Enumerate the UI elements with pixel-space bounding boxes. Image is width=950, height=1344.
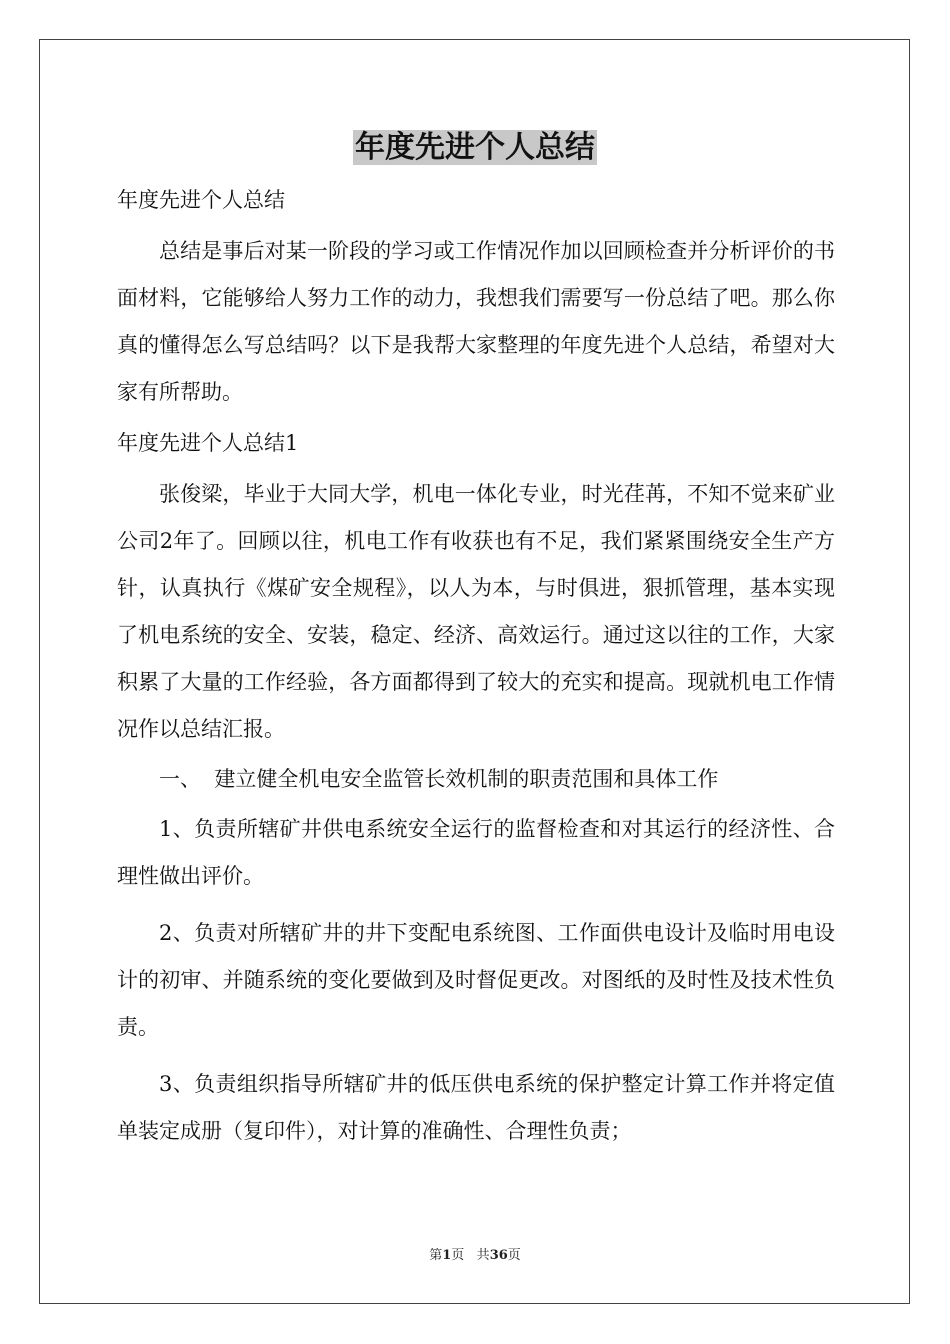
document-title xyxy=(0,128,950,168)
intro-paragraph: 总结是事后对某一阶段的学习或工作情况作加以回顾检查并分析评价的书面材料，它能够给人努力工作的动力，我想我们需要写一份总结了吧。那么你真的懂得怎么写总结吗？以下是我帮大家整理的年度先进个人总结，希望对大家有所帮助。 xyxy=(117,239,835,404)
page-total: 36 xyxy=(489,1248,508,1263)
part-one-heading: 一、 建立健全机电安全监管长效机制的职责范围和具体工作 xyxy=(159,767,719,791)
page-number: 1 xyxy=(442,1248,452,1263)
section-paragraph: 张俊梁，毕业于大同大学，机电一体化专业，时光荏苒，不知不觉来矿业公司2年了。回顾以往，机电工作有收获也有不足，我们紧紧围绕安全生产方针，认真执行《煤矿安全规程》，以人为本，与时俱进，狠抓管理，基本实现了机电系统的安全、安装，稳定、经济、高效运行。通过这以往的工作，大家积累了大量的工作经验，各方面都得到了较大的充实和提高。现就机电工作情况作以总结汇报。 xyxy=(117,482,835,741)
list-item: 3、负责组织指导所辖矿井的低压供电系统的保护整定计算工作并将定值单装定成册（复印件），对计算的准确性、合理性负责； xyxy=(117,1072,835,1143)
list-item: 1、负责所辖矿井供电系统安全运行的监督检查和对其运行的经济性、合理性做出评价。 xyxy=(117,817,835,888)
document-title-text: 年度先进个人总结 xyxy=(355,130,595,165)
page-prefix: 第 xyxy=(429,1248,443,1263)
document-body xyxy=(117,176,835,1165)
total-prefix: 共 xyxy=(476,1248,490,1263)
page-footer xyxy=(0,1247,950,1265)
total-unit: 页 xyxy=(507,1248,521,1263)
section-heading: 年度先进个人总结1 xyxy=(117,431,299,455)
document-subtitle: 年度先进个人总结 xyxy=(117,188,285,212)
page-unit: 页 xyxy=(451,1248,465,1263)
list-item: 2、负责对所辖矿井的井下变配电系统图、工作面供电设计及临时用电设计的初审、并随系统的变化要做到及时督促更改。对图纸的及时性及技术性负责。 xyxy=(117,921,835,1039)
